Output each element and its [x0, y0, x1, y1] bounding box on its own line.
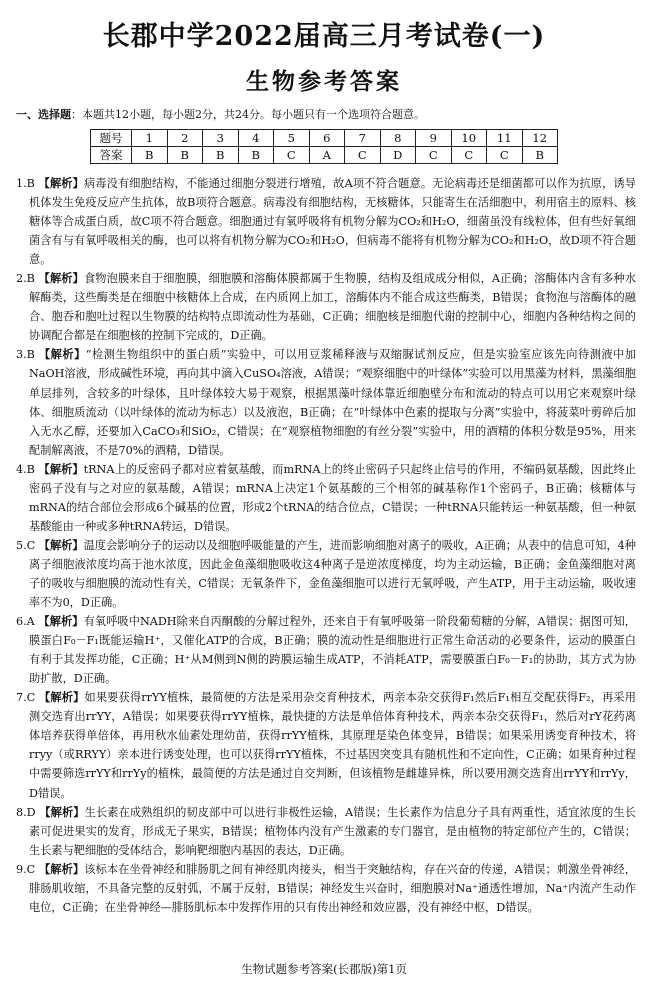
explanation-item: [16, 612, 636, 688]
explanation-item: [16, 174, 636, 269]
table-cell: 6: [309, 130, 345, 147]
analysis-tag: 【解析】: [38, 177, 84, 190]
explanation-item: [16, 345, 636, 459]
section-instructions: ：本题共12小题，每小题2分，共24分。每小题只有一个选项符合题意。: [71, 108, 425, 121]
table-cell: D: [380, 147, 416, 164]
explanation-item: [16, 803, 636, 860]
table-cell: C: [345, 147, 381, 164]
table-cell: 1: [132, 130, 168, 147]
table-cell: 4: [238, 130, 274, 147]
explanation-text: 温度会影响分子的运动以及细胞呼吸能量的产生，进而影响细胞对离子的吸收，A正确；从表中的信息可知，4种离子细胞液浓度均高于池水浓度，因此金鱼藻细胞吸收这4种离子是逆浓度梯度，均为主动运输，B正确；金鱼藻细胞对离子的吸收与细胞膜的流动性有关，C错误；无氧条件下，金鱼藻细胞可以进行无氧呼吸，产生ATP，用于主动运输，吸收速率不为0，D正确。: [29, 538, 636, 610]
explanation-item: [16, 860, 636, 917]
analysis-tag: 【解析】: [38, 615, 84, 629]
explanation-text: 该标本在坐骨神经和腓肠肌之间有神经肌肉接头，相当于突触结构，存在兴奋的传递，A错误；刺激坐骨神经，腓肠肌收缩，不具备完整的反射弧，不属于反射，B错误；神经发生兴奋时，细胞膜对Na⁺通透性增加，Na⁺内流产生动作电位，C正确；在坐骨神经—腓肠肌标本中发挥作用的只有传出神经和效应器，没有神经中枢，D错误。: [29, 862, 636, 914]
explanation-text: 如果要获得rrYY植株，最简便的方法是采用杂交育种技术，两亲本杂交获得F₁然后F₁相互交配获得F₂，再采用测交选育出rrYY，A错误；如果要获得rrYY植株，最快捷的方法是单倍体育种技术，两亲本杂交获得F₁，然后对rY花药离体培养获得单倍体，再用秋水仙素处理幼苗，获得rrYY植株，其原理是染色体变异，B错误；如果采用诱变育种技术，将rryy（或RRYY）亲本进行诱变处理，也可以获得rrYY植株，不过基因突变具有随机性和不定向性，C正确；如果育种过程中需要筛选rrYY和rrYy的植株，最简便的方法是通过自交判断，但该植物是雌雄异株，所以要用测交选育出rrYY和rrYy，D错误。: [29, 691, 636, 800]
question-number: 7.C: [16, 691, 36, 705]
table-cell: C: [487, 147, 523, 164]
question-number: 1.B: [16, 177, 35, 190]
table-cell: B: [167, 147, 203, 164]
table-cell: 2: [167, 130, 203, 147]
explanation-item: [16, 269, 636, 345]
analysis-tag: 【解析】: [38, 862, 85, 876]
table-cell: B: [132, 147, 168, 164]
analysis-tag: 【解析】: [38, 272, 84, 286]
explanation-item: [16, 460, 636, 536]
table-cell: B: [522, 147, 558, 164]
answer-table-answers-row: [91, 147, 558, 164]
question-number: 4.B: [16, 462, 35, 476]
question-number: 5.C: [16, 538, 36, 552]
explanation-text: 病毒没有细胞结构，不能通过细胞分裂进行增殖，故A项不符合题意。无论病毒还是细菌都可以作为抗原，诱导机体发生免疫反应产生抗体，故B项符合题意。病毒没有细胞结构，无核糖体，只能寄生在活细胞中，利用宿主的原料、核糖体等合成蛋白质，故C项不符合题意。细胞通过有氧呼吸将有机物分解为CO₂和H₂O，细菌虽没有线粒体，但有些好氧细菌含有与有氧呼吸相关的酶，也可以将有机物分解为CO₂和H₂O，但病毒不能将有机物分解为CO₂和H₂O，故D项不符合题意。: [29, 177, 636, 267]
section-heading: 一、选择题: [16, 108, 71, 121]
table-cell: 3: [203, 130, 239, 147]
table-cell: B: [238, 147, 274, 164]
analysis-tag: 【解析】: [38, 462, 84, 476]
page-footer: 生物试题参考答案(长郡版)第1页: [241, 962, 407, 976]
table-cell: 7: [345, 130, 381, 147]
question-number: 8.D: [16, 805, 36, 819]
table-cell: C: [451, 147, 487, 164]
analysis-tag: 【解析】: [38, 538, 84, 552]
page-subtitle: 生物参考答案: [246, 69, 402, 95]
table-cell: 8: [380, 130, 416, 147]
explanation-text: 有氧呼吸中NADH除来自丙酮酸的分解过程外，还来自于有氧呼吸第一阶段葡萄糖的分解，A错误；据图可知，膜蛋白F₀－F₁既能运输H⁺，又催化ATP的合成，B正确；膜的流动性是细胞进行正常生命活动的必要条件，运动的膜蛋白有利于其发挥功能，C正确；H⁺从M侧到N侧的跨膜运输生成ATP，不消耗ATP，需要膜蛋白F₀－F₁的协助，其方式为协助扩散，D正确。: [29, 615, 636, 686]
table-cell: C: [274, 147, 310, 164]
analysis-tag: 【解析】: [39, 805, 85, 819]
answer-table-numbers-row: [91, 130, 558, 147]
explanation-item: [16, 688, 636, 802]
table-cell: 10: [451, 130, 487, 147]
table-cell: C: [416, 147, 452, 164]
question-number: 9.C: [16, 862, 36, 876]
table-cell: A: [309, 147, 345, 164]
question-number: 3.B: [16, 348, 35, 362]
table-cell: 5: [274, 130, 310, 147]
explanation-text: 生长素在成熟组织的韧皮部中可以进行非极性运输，A错误；生长素作为信息分子具有两重性，适宜浓度的生长素可促进果实的发育，形成无子果实，B错误；植物体内没有产生激素的专门器官，是由植物的特定部位产生的，C错误；生长素与靶细胞的受体结合，影响靶细胞内基因的表达，D正确。: [29, 805, 636, 857]
row-label-number: 题号: [91, 130, 132, 147]
answer-table: [90, 129, 558, 164]
table-cell: 9: [416, 130, 452, 147]
explanation-text: tRNA上的反密码子都对应着氨基酸，而mRNA上的终止密码子只起终止信号的作用，不编码氨基酸，因此终止密码子没有与之对应的氨基酸，A错误；mRNA上决定1个氨基酸的三个相邻的碱基称作1个密码子，B正确；核糖体与mRNA的结合部位会形成6个碱基的位置，形成2个tRNA的结合位点，C错误；一种tRNA只能转运一种氨基酸，但一种氨基酸能由一种或多种tRNA转运，D错误。: [29, 462, 636, 533]
explanations: [16, 174, 636, 917]
page-title: 长郡中学2022届高三月考试卷(一): [102, 21, 546, 52]
explanation-item: [16, 536, 636, 612]
analysis-tag: 【解析】: [38, 691, 85, 705]
table-cell: B: [203, 147, 239, 164]
question-number: 2.B: [16, 272, 35, 286]
table-cell: 11: [487, 130, 523, 147]
table-cell: 12: [522, 130, 558, 147]
question-number: 6.A: [16, 615, 35, 629]
row-label-answer: 答案: [91, 147, 132, 164]
explanation-text: “检测生物组织中的蛋白质”实验中，可以用豆浆稀释液与双缩脲试剂反应，但是实验室应该先向待测液中加NaOH溶液，形成碱性环境，再向其中滴入CuSO₄溶液，A错误；“观察细胞中的叶绿体”实验可以用黑藻为材料，黑藻细胞单层排列，含较多的叶绿体，且叶绿体较大易于观察，根据黑藻叶绿体靠近细胞壁分布和流动的特点可以用它来观察叶绿体、细胞质流动（以叶绿体的流动为标志）以及液泡，B正确；在“叶绿体中色素的提取与分离”实验中，将菠菜叶剪碎后加入无水乙醇，还要加入CaCO₃和SiO₂，C错误；在“观察植物细胞的有丝分裂”实验中，用的酒精的体积分数是95%，用来配制解离液，不是70%的酒精，D错误。: [29, 348, 636, 457]
analysis-tag: 【解析】: [38, 348, 86, 362]
section-intro: [16, 108, 636, 122]
explanation-text: 食物泡膜来自于细胞膜，细胞膜和溶酶体膜都属于生物膜，结构及组成成分相似，A正确；溶酶体内含有多种水解酶类，这些酶类是在细胞中核糖体上合成，在内质网上加工，溶酶体内不能合成这些酶类，B错误；食物泡与溶酶体的融合、胞吞和胞吐过程以生物膜的结构特点即流动性为基础，C正确；细胞核是细胞代谢的控制中心，细胞内各种结构之间的协调配合都是在细胞核的控制下完成的，D正确。: [29, 272, 636, 343]
